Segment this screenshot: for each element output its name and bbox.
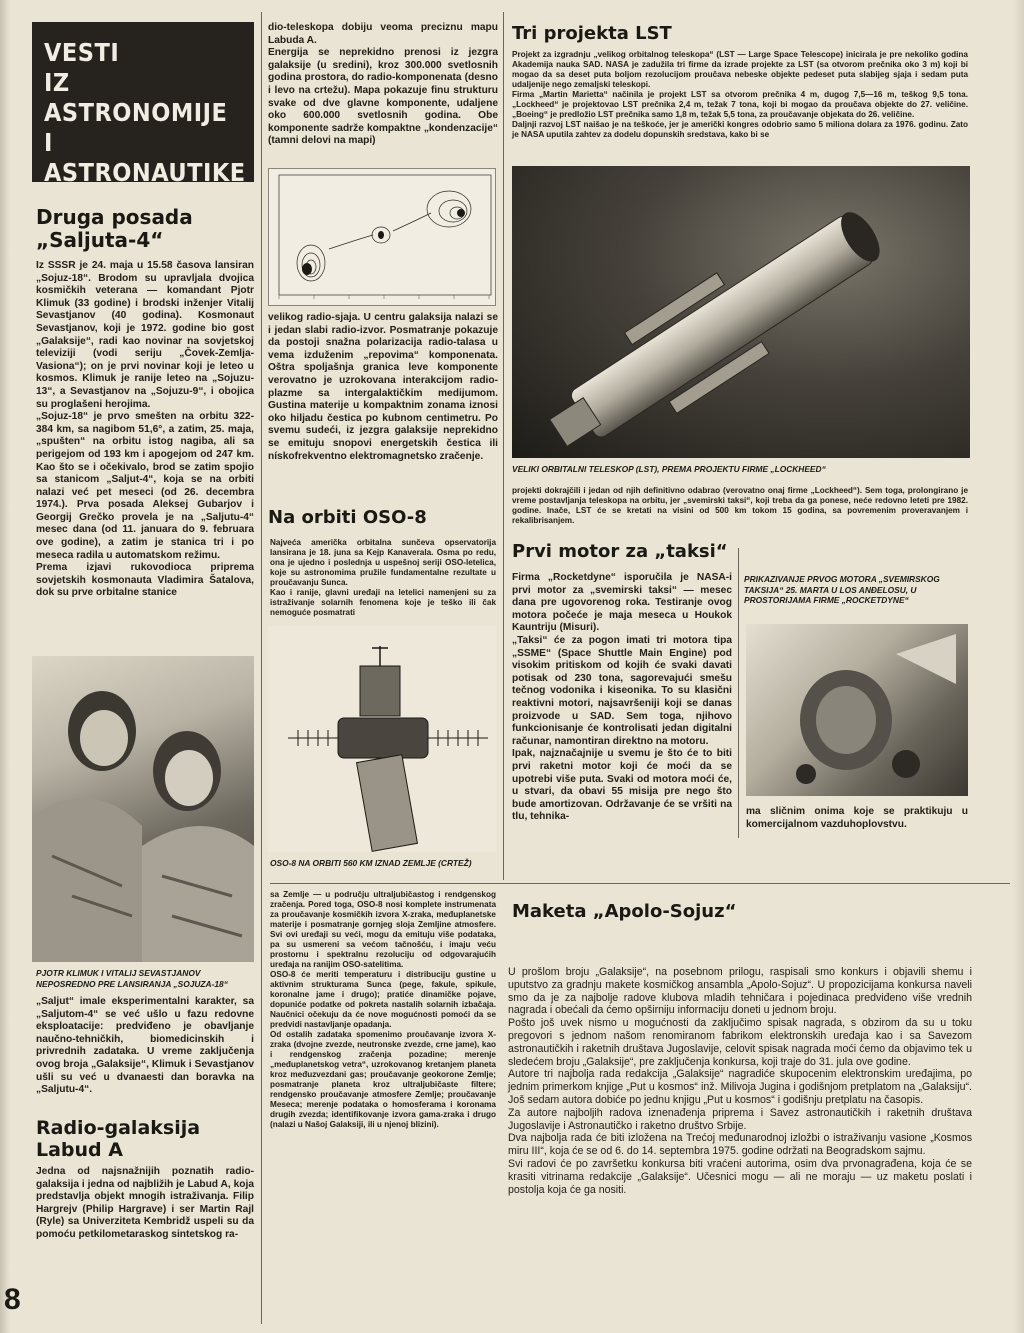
page-edge-shadow <box>1012 0 1024 1333</box>
caption-lst: VELIKI ORBITALNI TELESKOP (LST), PREMA PROJEKTU FIRME „LOCKHEED“ <box>512 464 826 474</box>
headline-prvi-motor: Prvi motor za „taksi“ <box>512 541 728 562</box>
column-rule <box>503 12 504 880</box>
caption-rocketdyne: PRIKAZIVANJE PRVOG MOTORA „SVEMIRSKOG TAKSIJA“ 25. MARTA U LOS ANĐELOSU, U PROSTORIJAMA FIRME „ROCKETDYNE“ <box>744 574 940 605</box>
article-druga-posada-text: Iz SSSR je 24. maja u 15.58 časova lansiran „Sojuz-18“. Brodom su upravljala dvojica kosmičkih veterana — komandant Pjotr Klimuk (33 godine) i brodski inženjer Vitalij Sevastjanov (40 godina). Kosmonaut Sevastjanov, koji je 1972. godine bio gost „Galaksije“, radi kao novinar na sovjetskoj televiziji (vodi seriju „Čovek-Zemlja-Vasiona“); on je prvi novinar koji je leteo u kosmos. Klimuk je ranije leteo na „Sojuzu-13“, a Sevastjanov na „Sojuzu-9“, i obojica su proglašeni herojima. „Sojuz-18“ je prvo smešten na orbitu 322-384 km, sa nagibom 51,6°, a zatim, 25. maja, „spušten“ na orbitu istog nagiba, ali sa perigejom od 193 km i apogejom od 247 km. Kao što se i očekivalo, brod se zatim spojio sa stanicom „Saljut-4“, koja se na orbiti nalazi već pet meseci (od 26. decembra 1974.). Prva posada Aleksej Gubarjov i Georgij Grečko provela je na „Saljutu-4“ mesec dana (od 11. januara do 9. februara ove godine), a zatim je stanica tri i po meseca radila u automatskom režimu. Prema izjavi rukovodioca priprema sovjetskih kosmonauta Vladimira Šatalova, dok su prve orbitalne stanice <box>36 260 254 599</box>
caption-oso-8: OSO-8 NA ORBITI 560 KM IZNAD ZEMLJE (CRTEŽ) <box>270 858 472 868</box>
headline-labud-a: Radio-galaksija Labud A <box>36 1117 201 1161</box>
radio-map-figure <box>268 168 496 306</box>
article-apolo-sojuz-text: U prošlom broju „Galaksije“, na posebnom prilogu, raspisali smo konkurs i objavili shemu i uputstvo za gradnju makete kosmičkog ansambla „Apolo-Sojuz“. U propozicijama konkursa naveli smo da je za najbolje radove klubova mladih tehničara i pojedinaca predviđeno više vrednih nagrada i obećali da ćemo opširniju informaciju doneti u jednom broju. Pošto još uvek nismo u mogućnosti da zaključimo spisak nagrada, s obzirom da su u toku pregovori s jednom našom renomiranom fabrikom elektronskih uređaja kao i sa Savezom astronautičkih i raketnih društava Jugoslavije, celovit spisak nagrada moći ćemo da objavimo tek u sledećem broju „Galaksije“, pre zaključenja konkursa, koji traje do 31. jula ove godine. Autore tri najbolja rada redakcija „Galaksije“ nagradiće skupocenim elektronskim uređajima, po jednim primerkom knjige „Put u kosmos“ inž. Milivoja Jugina i godišnjom pretplatom na „Galaksiju“. Još sedam autora dobiće po jednu knjigu „Put u kosmos“ i godišnju pretplatu na časopis. Za autore najboljih radova iznenađenja priprema i Savez astronautičkih i raketnih društava Jugoslavije i Astronautičko i raketno društvo Srbije. Dva najbolja rada će biti izložena na Trećoj međunarodnoj izložbi o istraživanju vasione „Kosmos miru III“, koja će se od 6. do 14. septembra 1975. godine održati na Beogradskom sajmu. Svi radovi će po završetku konkursa biti vraćeni autorima, osim dva prvonagrađena, koja će se krasiti vitrinama redakcije „Galaksije“. Učesnici mogu — ali ne moraju — uz maketu poslati i postolja koja će ga nositi. <box>508 966 972 1196</box>
headline-tri-projekta-lst: Tri projekta LST <box>512 23 672 44</box>
article-labud-a-text: Jedna od najsnažnijih poznatih radio-galaksija i jedna od najbližih je Labud A, koja predstavlja objekt mnogih istraživanja. Filip Hargrejv (Philip Hargrave) i ser Martin Rajl (Ryle) sa Univerziteta Kembridž uspeli su da pomoću petkilometaraskog sintetskog ra- <box>36 1166 254 1240</box>
headline-oso-8: Na orbiti OSO-8 <box>268 507 427 528</box>
article-labud-a-text-cont: dio-teleskopa dobiju veoma preciznu mapu Labuda A. Energija se neprekidno prenosi iz jezgra galaksije (u sredini), kroz 300.000 svetlosnih godina prostora, do radio-komponenata (desno i levo na crtežu). Mapa pokazuje finu strukturu svake od dve glavne komponente, udaljene oko 600.000 svetlosnih godina. Obe komponente sadrže kompaktne „kondenzacije“ (tamni delovi na mapi) <box>268 22 498 147</box>
section-banner: VESTI IZ ASTRONOMIJE I ASTRONAUTIKE <box>32 22 254 182</box>
caption-cosmonauts: PJOTR KLIMUK I VITALIJ SEVASTJANOV NEPOSREDNO PRE LANSIRANJA „SOJUZA-18“ <box>36 968 228 989</box>
article-oso-8-text: Najveća američka orbitalna sunčeva opservatorija lansirana je 18. juna sa Kejp Kanaverala. Osma po redu, ona je ujedno i poslednja u uspešnoj seriji OSO-letelica, koje su astronomima pružile fundamentalne rezultate u proučavanju Sunca. Kao i ranije, glavni uređaji na letelici namenjeni su za istraživanje solarnih fenomena koje je teško ili čak nemoguće posmatrati <box>270 538 496 617</box>
section-rule <box>270 883 1010 884</box>
page-binding-shadow <box>0 0 10 1333</box>
satellite-drawing-icon <box>268 626 496 852</box>
photo-lst-telescope <box>512 166 970 458</box>
article-taksi-text: Firma „Rocketdyne“ isporučila je NASA-i prvi motor za „svemirski taksi“ — mesec dana pre ugovorenog roka. Testiranje ovog motora počeće je maja meseca u Houkok Kauntriju (Misuri). „Taksi“ će za pogon imati tri motora tipa „SSME“ (Space Shuttle Main Engine) pod visokim pritiskom od kojih će svaki davati potisak od 230 tona, sagorevajući smešu tečnog vodonika i kiseonika. To su klasični reaktivni motori, najsavršeniji koji se danas proizvode u SAD. Sem toga, njihovo funkcionisanje će kontrolisati jedan digitalni računar, namontiran direktno na motoru. Ipak, najznačajnije u svemu je što će to biti prvi raketni motor koji će moći da se upotrebi više puta. Svaki od motora moći će, u stvari, da obavi 55 misija pre nego što bude amortizovan. Održavanje će se vršiti na tlu, tehnika- <box>512 572 732 823</box>
article-oso-8-text-cont: sa Zemlje — u području ultraljubičastog i rendgenskog zračenja. Pored toga, OSO-8 nosi komplete instrumenata za proučavanje kosmičkih izvora X-zraka, međuplanetske materije i posmatranje gornjeg sloja Zemljine atmosfere. Svi ovi uređaji su veći, mogu da emituju više podataka, pa su usmereni sa većom tačnošću, i imaju veću prostornu i spektralnu rezoluciju od odgovarajućih uređaja na ranijim OSO-satelitima. OSO-8 će meriti temperaturu i distribuciju gustine u aktivnim strukturama Sunca (pege, fakule, spikule, koronalne jame i drugo); pratiće dinamičke pojave, dopuniće podatke od pokreta nastalih solarnih izbačaja. Naučnici očekuju da će nove mogućnosti pomoći da se predvidi nastavljanje opadanja. Od ostalih zadataka spomenimo proučavanje izvora X-zraka (dvojne zvezde, neutronske zvezde, crne jame), kao i rendgenskog zračenja pozadine; merenje „međuplanetskog vetra“, uzrokovanog kretanjem planeta kroz međuzvezdani gas; proučavanje geokorone Zemlje; posmatranje planeta kroz ultraljubičaste filtere; rendgensko proučavanje atmosfere Zemlje; proučavanje Meseca; merenje podataka o homosferama i koronama drugih zvezda; identifikovanje izvora gama-zraka i drugo (nalazi u Našoj Galaksiji, ili u njenoj blizini). <box>270 890 496 1129</box>
cosmonauts-photo-icon <box>32 656 254 962</box>
rocket-engine-icon <box>746 624 968 796</box>
photo-oso-8-drawing <box>268 626 496 852</box>
article-labud-a-text-end: velikog radio-sjaja. U centru galaksija nalazi se i jedan slabi radio-izvor. Posmatranje pokazuje da postoji snažna polarizacija radio-talasa u vema izduženim „repovima“ komponenata. Oštra spoljašnja granica leve komponente verovatno je uzrokovana interakcijom radio-plazme sa intergalaktičkim medijumom. Gustina materije u kompaktnim zonama iznosi oko hiljadu čestica po kubnom centimetru. Po svemu sudeći, iz jezgra galaksije neprekidno se emituju snopovi energetskih čestica ili nískofrekventno elektromagnetsko zračenje. <box>268 312 498 462</box>
headline-druga-posada: Druga posada „Saljuta-4“ <box>36 205 193 252</box>
article-taksi-text-cont: ma sličnim onima koje se praktikuju u komercijalnom vazduhoplovstvu. <box>746 806 968 830</box>
article-lst-text-cont: projekti dokrajčili i jedan od njih definitivno odabrao (verovatno onaj firme „Lockheed“). Sem toga, prolongirano je vreme postavljanja teleskopa na orbitu, jer „svemirski taksi“, koji treba da ga ponese, neće redovno leteti pre 1982. godine. Inače, LST će se kretati na visini od 500 km tokom 15 godina, sa povremenim proveravanjem i rekalibrisanjem. <box>512 486 968 525</box>
article-lst-text: Projekt za izgradnju „velikog orbitalnog teleskopa“ (LST — Large Space Telescope) inicirala je pre nekoliko godina Akademija nauka SAD. NASA je zadužila tri firme da izrade projekte za LST (sa otvorom prečnika oko 3 m) koji bi mogao da sa deset puta boljom rezolucijom proučava nebeske objekte pedeset puta slabijeg sjaja i sedam puta udaljenije nego zemaljski teleskopi. Firma „Martin Marietta“ načinila je projekt LST sa otvorom prečnika 4 m, dugog 7,5—16 m, teškog 9,5 tona. „Lockheed“ je projektovao LST prečnika 2,4 m, težak 7 tona, koji bi mogao da proučava objekte do 27. veličine. „Boeing“ je predložio LST prečnika samo 1,8 m, težak 5,5 tona, za proučavanje objekata do 26. veličine. Daljnji razvoj LST naišao je na teškoće, jer je američki kongres odobrio samo 5 miliona dolara za 1976. godinu. Zato je NASA uputila zahtev za dodelu dopunskih sredstava, kako bi se <box>512 50 968 139</box>
headline-maketa-apolo-sojuz: Maketa „Apolo-Sojuz“ <box>512 901 737 922</box>
article-druga-posada-text-cont: „Saljut“ imale eksperimentalni karakter, sa „Saljutom-4“ se već ušlo u fazu redovne eksploatacije: predviđeno je obavljanje naučno-tehničkih, biomedicinskih i privrednih zadataka. U vreme zaključenja ovog broja „Galaksije“, Klimuk i Sevastjanov ušli su već u dvanaesti dan boravka na „Saljutu-4“. <box>36 996 254 1096</box>
photo-cosmonauts <box>32 656 254 962</box>
column-rule <box>261 12 262 1324</box>
photo-rocket-engine <box>746 624 968 796</box>
telescope-drawing-icon <box>512 166 970 458</box>
column-rule <box>738 548 739 838</box>
page-number: 8 <box>4 1283 21 1316</box>
radio-contour-map-icon <box>269 169 497 307</box>
